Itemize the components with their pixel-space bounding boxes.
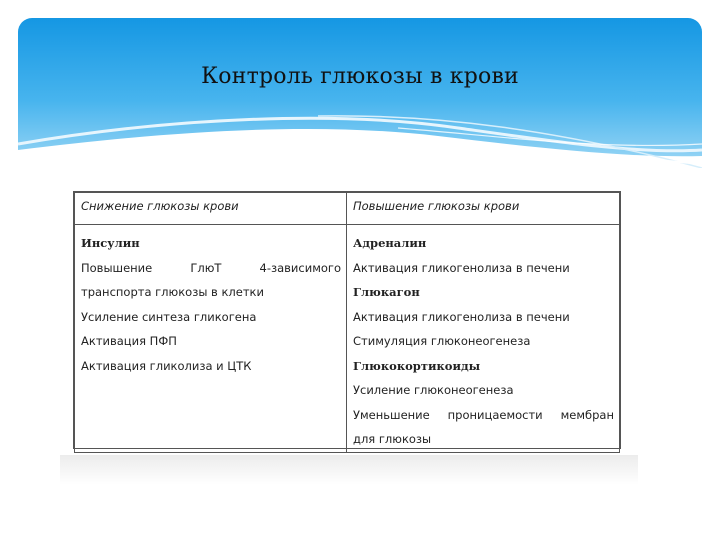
right-effect: Активация гликогенолиза в печени	[353, 260, 570, 275]
hormone-insulin: Инсулин	[81, 236, 140, 250]
wave-decoration	[18, 18, 702, 168]
glucose-control-table	[73, 191, 621, 449]
left-effect-line-2: Усиление синтеза гликогена	[81, 309, 257, 324]
right-effect: Усиление глюконеогенеза	[353, 383, 514, 397]
hormone-adrenaline: Адреналин	[353, 236, 427, 250]
left-effect-word: 4-зависимого	[259, 260, 341, 275]
header-increase: Повышение глюкозы крови	[347, 193, 620, 225]
right-effect: Стимуляция глюконеогенеза	[353, 334, 531, 348]
right-effect-word: проницаемости	[447, 407, 543, 422]
slide-title: Контроль глюкозы в крови	[201, 64, 519, 89]
right-effect: Активация гликогенолиза в печени	[353, 309, 570, 324]
left-effect-word: ГлюТ	[190, 260, 222, 275]
left-effect-line-1: транспорта глюкозы в клетки	[81, 285, 264, 299]
right-effect-word: Уменьшение	[353, 407, 430, 422]
right-effect-justified	[353, 403, 614, 428]
left-effect-word: Повышение	[81, 260, 153, 275]
left-cell	[75, 225, 347, 453]
header-decrease: Снижение глюкозы крови	[75, 193, 347, 225]
right-effect-word: мембран	[560, 407, 614, 422]
right-effect-tail: для глюкозы	[353, 432, 432, 446]
hormone-glucagon: Глюкагон	[353, 285, 420, 299]
right-cell	[347, 225, 620, 453]
left-effect-line-3: Активация ПФП	[81, 334, 177, 348]
left-effect-line-0	[81, 256, 341, 281]
table-reflection	[60, 455, 638, 485]
hormone-glucocorticoids: Глюкокортикоиды	[353, 358, 481, 373]
slide-header-banner	[18, 18, 702, 168]
left-effect-line-4: Активация гликолиза и ЦТК	[81, 358, 252, 373]
